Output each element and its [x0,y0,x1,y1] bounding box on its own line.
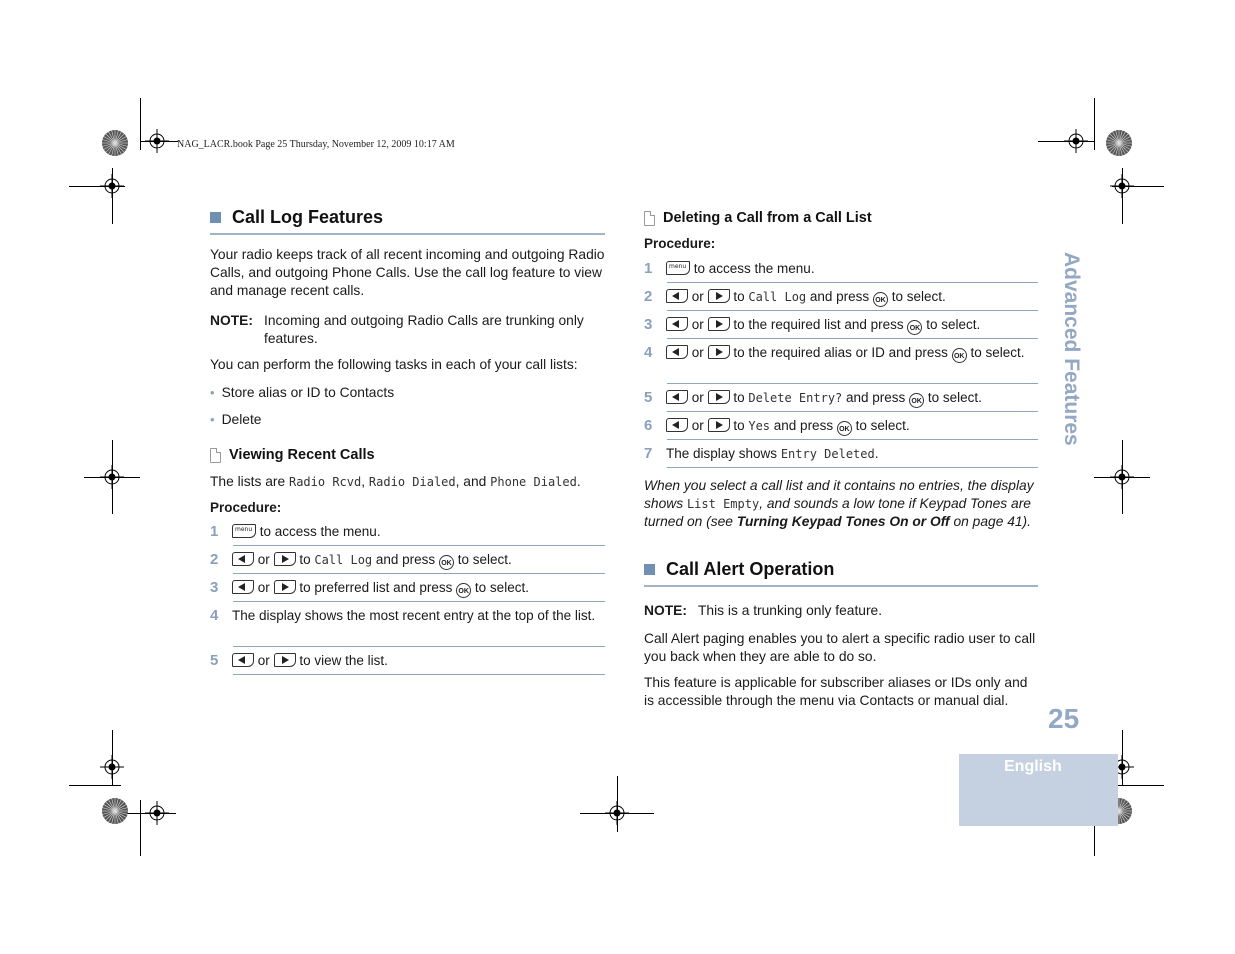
crop-line [112,730,113,786]
step-divider [667,411,1038,412]
step-divider [233,646,605,647]
left-arrow-key-icon [232,653,254,667]
left-arrow-key-icon [666,317,688,331]
procedure-label: Procedure: [644,236,716,251]
crop-line [1112,785,1164,786]
ok-button-icon: OK [439,555,454,570]
step-divider [233,545,605,546]
call-alert-paragraph: Call Alert paging enables you to alert a specific radio user to call you back when they are able to do so. [644,631,1036,664]
procedure-step: 6 or to Yes and press OK to select. [644,417,910,434]
left-arrow-key-icon [666,390,688,404]
crop-line [1094,477,1150,478]
right-arrow-key-icon [274,552,296,566]
procedure-step: 1 menu to access the menu. [210,523,381,540]
procedure-step: 7 The display shows Entry Deleted. [644,445,879,462]
note-block [210,312,605,348]
star-target-icon [1105,129,1133,157]
step-divider [667,383,1038,384]
ok-button-icon: OK [837,421,852,436]
crop-line [84,477,140,478]
bullet-icon: • [210,412,215,427]
page-number: 25 [1048,703,1080,734]
right-arrow-key-icon [274,580,296,594]
right-arrow-key-icon [708,317,730,331]
section-title-text: Call Log Features [232,207,384,227]
step-divider [667,439,1038,440]
procedure-step: 3 or to the required list and press OK to select. [644,316,981,333]
page-icon [210,448,221,463]
crop-line [1038,141,1094,142]
book-file-header: NAG_LACR.book Page 25 Thursday, November 12, 2009 10:17 AM [177,139,455,150]
section-title-call-log [210,207,383,228]
menu-key-icon: menu [232,524,256,538]
page-icon [644,211,655,226]
crop-line [1122,730,1123,786]
crop-line [580,813,654,814]
crop-line [1094,98,1095,150]
crop-line [112,168,113,224]
right-arrow-key-icon [708,289,730,303]
step-divider [233,573,605,574]
ok-button-icon: OK [456,583,471,598]
intro-paragraph: Your radio keeps track of all recent incoming and outgoing Radio Calls, and outgoing Phone Calls. Use the call log feature to view and manage recent calls. [210,247,605,298]
section-rule [644,585,1038,587]
crop-line [69,186,125,187]
left-arrow-key-icon [666,418,688,432]
procedure-step: 2 or to Call Log and press OK to select. [210,551,512,568]
right-arrow-key-icon [274,653,296,667]
tasks-intro: You can perform the following tasks in each of your call lists: [210,357,578,372]
language-tab: English [959,754,1118,826]
ok-button-icon: OK [907,320,922,335]
section-square-icon [644,564,655,575]
star-target-icon [101,129,129,157]
subsection-title-deleting: Deleting a Call from a Call List [644,210,872,226]
ok-button-icon: OK [873,292,888,307]
call-alert-paragraph: This feature is applicable for subscriber aliases or IDs only and is accessible through the menu via Contacts or manual dial. [644,675,1028,708]
procedure-label: Procedure: [210,500,282,515]
note-label: NOTE: [210,313,253,328]
step-divider [233,674,605,675]
empty-list-note: When you select a call list and it contains no entries, the display shows List Empty, and sounds a low tone if Keypad Tones are turned on (see Turning Keypad Tones On or Off on page 41). [644,478,1034,529]
section-square-icon [210,212,221,223]
right-arrow-key-icon [708,345,730,359]
subsection-title-viewing: Viewing Recent Calls [210,447,375,463]
star-target-icon [101,797,129,825]
procedure-step: 1 menu to access the menu. [644,260,815,277]
ok-button-icon: OK [909,393,924,408]
step-divider [667,467,1038,468]
list-item: • Store alias or ID to Contacts [210,385,395,400]
step-divider [667,282,1038,283]
procedure-step: 4 The display shows the most recent entry at the top of the list. [210,607,596,624]
left-arrow-key-icon [666,289,688,303]
step-divider [233,601,605,602]
left-arrow-key-icon [232,580,254,594]
procedure-step: 2 or to Call Log and press OK to select. [644,288,946,305]
procedure-step: 4 or to the required alias or ID and press OK to select. [644,344,1025,361]
right-arrow-key-icon [708,390,730,404]
left-arrow-key-icon [666,345,688,359]
list-item: • Delete [210,412,262,427]
crop-line [140,141,178,142]
note-text: Incoming and outgoing Radio Calls are trunking only features. [264,313,584,346]
section-title-call-alert: Call Alert Operation [644,559,834,580]
crop-line [617,776,618,832]
menu-key-icon: menu [666,261,690,275]
procedure-step: 5 or to Delete Entry? and press OK to select. [644,389,982,406]
note-block: NOTE: This is a trunking only feature. [644,603,883,618]
section-rule [210,233,605,235]
procedure-step: 3 or to preferred list and press OK to select. [210,579,529,596]
crop-line [69,785,121,786]
crop-line [140,800,141,856]
procedure-step: 5 or to view the list. [210,652,388,669]
crop-line [140,98,141,150]
ok-button-icon: OK [952,348,967,363]
lists-sentence: The lists are Radio Rcvd, Radio Dialed, and Phone Dialed. [210,474,581,489]
bullet-icon: • [210,385,215,400]
step-divider [667,310,1038,311]
left-arrow-key-icon [232,552,254,566]
chapter-side-title: Advanced Features [1060,252,1083,446]
right-arrow-key-icon [708,418,730,432]
step-divider [667,338,1038,339]
crop-line [1122,168,1123,224]
